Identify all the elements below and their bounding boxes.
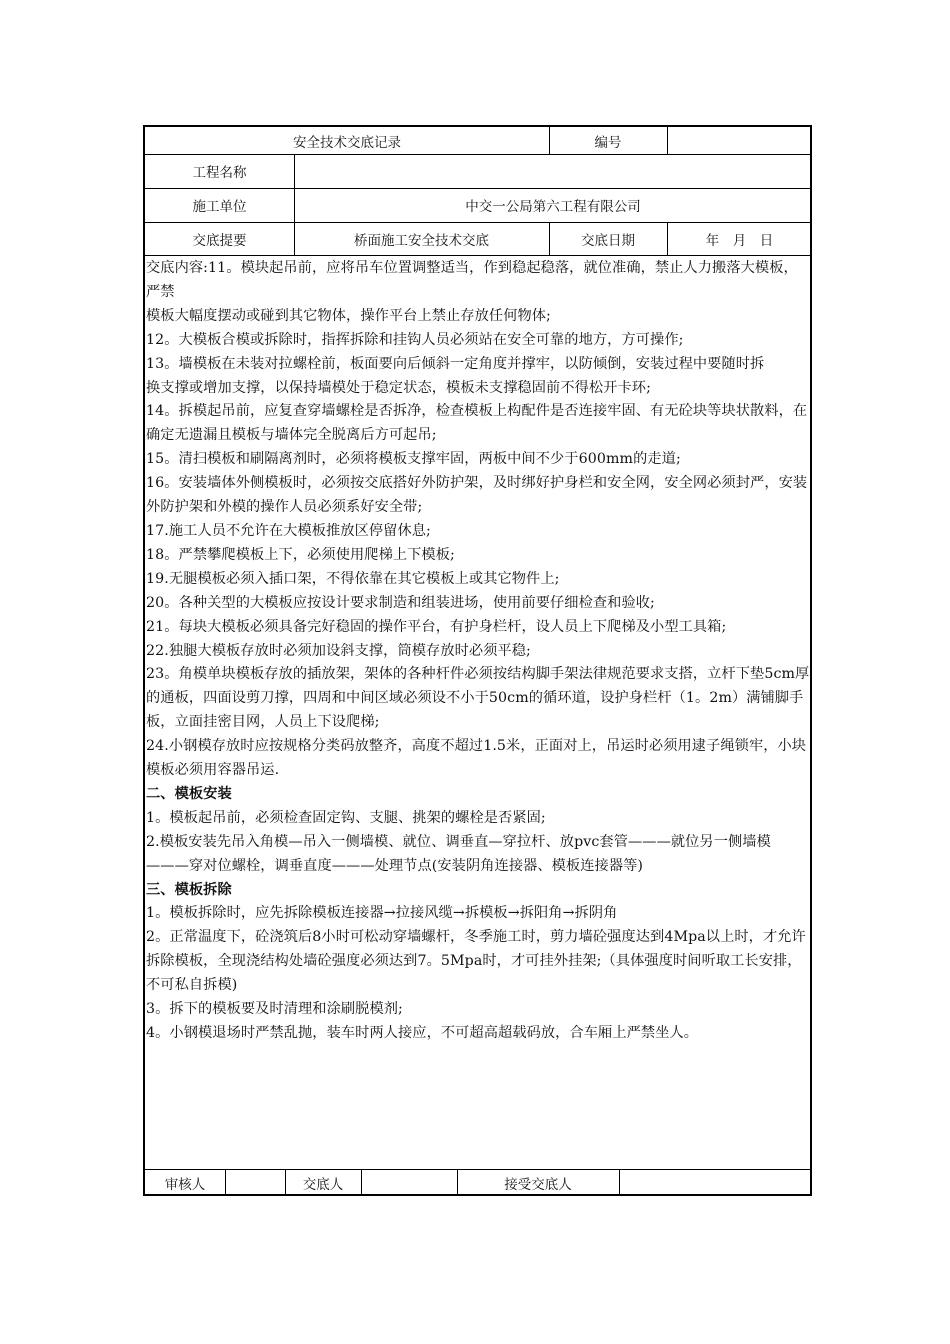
row-divider <box>145 255 810 256</box>
construction-unit-value: 中交一公局第六工程有限公司 <box>465 199 641 215</box>
date-label: 交底日期 <box>581 232 635 249</box>
removal-item: 1。模板拆除时，应先拆除模板连接器→拉接风缆→拆模板→拆阳角→拆阴角 <box>146 905 618 922</box>
removal-item: 4。小钢模退场时严禁乱抛，装车时两人接应，不可超高超载码放，合车厢上严禁坐人。 <box>146 1025 699 1041</box>
content-paragraph: 21。每块大模板必须具备完好稳固的操作平台，有护身栏杆，设人员上下爬梯及小型工具箱; <box>146 618 727 635</box>
content-paragraph: 模板大幅度摆动或碰到其它物体，操作平台上禁止存放任何物体; <box>146 307 551 324</box>
install-item: 1。模板起吊前，必须检查固定钩、支腿、挑架的螺栓是否紧固; <box>146 809 546 826</box>
summary-label: 交底提要 <box>192 232 247 249</box>
content-paragraph: 12。大模板合模或拆除时，指挥拆除和挂钩人员必须站在安全可靠的地方，方可操作; <box>146 331 684 348</box>
content-paragraph: 23。角模单块模板存放的插放架，架体的各种杆件必须按结构脚手架法律规范要求支搭，立杆下垫5cm厚的通板，四面设剪刀撑，四周和中间区域必须设不小于50cm的循环道，设护身栏杆（1。2m）满铺脚手板，立面挂密目网，人员上下设爬梯; <box>146 666 810 731</box>
reviewer-label: 审核人 <box>164 1176 206 1193</box>
safety-disclosure-form <box>143 125 812 1196</box>
section-heading-removal: 三、模板拆除 <box>146 881 232 898</box>
content-paragraph: 24.小钢模存放时应按规格分类码放整齐，高度不超过1.5米，正面对上，吊运时必须用逮子绳锁牢，小块模板必须用容器吊运. <box>146 738 807 779</box>
section-heading-install: 二、模板安装 <box>146 785 232 802</box>
summary-value: 桥面施工安全技术交底 <box>354 232 489 249</box>
install-item: 2.模板安装先吊入角模—吊入一侧墙模、就位、调垂直—穿拉杆、放pvc套管———就位另一侧墙模———穿对位螺栓，调垂直度———处理节点(安装阴角连接器、模板连接器等) <box>146 833 771 874</box>
content-paragraph: 13。墙模板在未装对拉螺栓前，板面要向后倾斜一定角度并撑牢，以防倾倒，安装过程中要随时拆 <box>146 355 765 372</box>
discloser-value <box>361 1169 457 1196</box>
content-paragraph: 17.施工人员不允许在大模板推放区停留休息; <box>146 522 431 539</box>
receiver-label: 接受交底人 <box>504 1176 572 1193</box>
content-paragraph: 20。各种关型的大模板应按设计要求制造和组装进场，使用前要仔细检查和验收; <box>146 594 655 611</box>
discloser-label: 交底人 <box>302 1176 344 1193</box>
content-paragraph: 22.独腿大模板存放时必须加设斜支撑，筒模存放时必须平稳; <box>146 642 531 659</box>
removal-item: 3。拆下的模板要及时清理和涂刷脱模剂; <box>146 1001 403 1018</box>
project-name-label: 工程名称 <box>192 165 247 181</box>
date-value: 年 月 日 <box>705 232 774 249</box>
number-label: 编号 <box>594 134 622 151</box>
removal-item: 2。正常温度下，砼浇筑后8小时可松动穿墙螺杆，冬季施工时，剪力墙砼强度达到4Mpa以上时，才允许拆除模板，全现浇结构处墙砼强度必须达到7。5Mpa时，才可挂外挂架;（具体强度时间听取工长安排，不可私自拆模) <box>146 929 806 994</box>
content-paragraph: 换支撑或增加支撑，以保持墙模处于稳定状态，模板未支撑稳固前不得松开卡环; <box>146 379 651 396</box>
content-paragraph: 交底内容:11。模块起吊前，应将吊车位置调整适当，作到稳起稳落，就位准确，禁止人力搬落大模板，严禁 <box>146 260 798 300</box>
disclosure-content <box>146 257 812 1046</box>
content-paragraph: 15。清扫模板和刷隔离剂时，必须将模板支撑牢固，两板中间不少于600mm的走道; <box>146 451 681 468</box>
reviewer-value <box>225 1169 285 1196</box>
number-value <box>667 127 812 154</box>
content-paragraph: 18。严禁攀爬模板上下，必须使用爬梯上下模板; <box>146 546 455 563</box>
construction-unit-label: 施工单位 <box>192 199 247 215</box>
form-title: 安全技术交底记录 <box>293 134 401 151</box>
content-paragraph: 16。安装墙体外侧模板时，必须按交底搭好外防护架，及时绑好护身栏和安全网，安全网必须封严，安装外防护架和外模的操作人员必须系好安全带; <box>146 475 808 516</box>
content-paragraph: 14。拆模起吊前，应复查穿墙螺栓是否拆净，检查模板上构配件是否连接牢固、有无砼块等块状散料，在确定无遗漏且模板与墙体完全脱离后方可起吊; <box>146 403 808 444</box>
receiver-value <box>619 1169 812 1196</box>
project-name-value <box>294 154 812 188</box>
content-paragraph: 19.无腿模板必须入插口架，不得依靠在其它模板上或其它物件上; <box>146 570 560 587</box>
